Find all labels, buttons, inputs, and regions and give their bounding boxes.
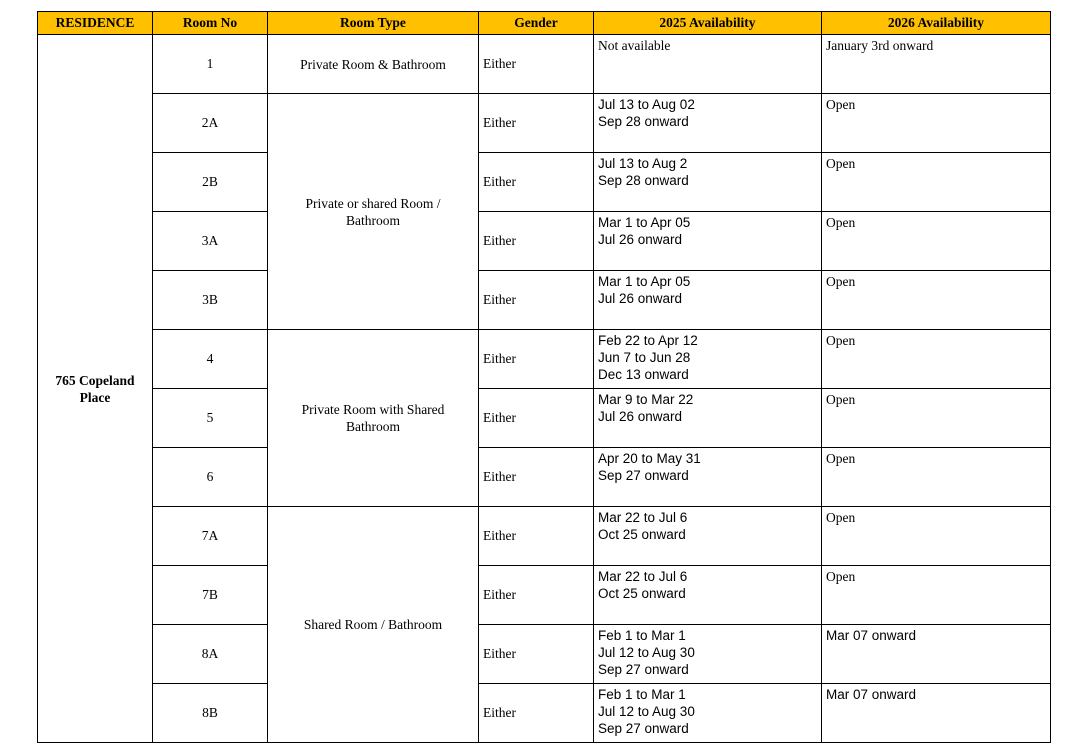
availability-2025-line: Sep 28 onward xyxy=(598,173,689,188)
availability-2026-cell: Open xyxy=(822,507,1051,566)
table-row xyxy=(38,35,1051,94)
availability-2026-cell: Mar 07 onward xyxy=(822,684,1051,743)
room-number: 5 xyxy=(153,389,268,448)
room-number: 7A xyxy=(153,507,268,566)
room-type-line: Private Room & Bathroom xyxy=(300,56,446,72)
availability-2026-cell: Open xyxy=(822,389,1051,448)
table-row xyxy=(38,389,1051,448)
table-row xyxy=(38,153,1051,212)
header-room-type: Room Type xyxy=(268,12,479,35)
availability-2025-cell xyxy=(594,625,822,684)
availability-2025-cell xyxy=(594,153,822,212)
table-row xyxy=(38,94,1051,153)
gender-cell: Either xyxy=(479,271,594,330)
availability-2025-line: Feb 22 to Apr 12 xyxy=(598,333,698,348)
room-number: 8A xyxy=(153,625,268,684)
availability-2025-line: Not available xyxy=(598,38,671,53)
availability-2025-line: Mar 22 to Jul 6 xyxy=(598,510,688,525)
availability-2026-cell: Open xyxy=(822,271,1051,330)
availability-2025-line: Sep 27 onward xyxy=(598,468,689,483)
table-row xyxy=(38,448,1051,507)
availability-2026-cell: Open xyxy=(822,212,1051,271)
availability-2025-line: Sep 27 onward xyxy=(598,662,689,677)
room-type-line: Bathroom xyxy=(346,212,400,228)
room-number: 7B xyxy=(153,566,268,625)
header-room-no: Room No xyxy=(153,12,268,35)
availability-2025-line: Feb 1 to Mar 1 xyxy=(598,687,686,702)
availability-2025-line: Jun 7 to Jun 28 xyxy=(598,350,691,365)
header-2025-availability: 2025 Availability xyxy=(594,12,822,35)
availability-2025-line: Oct 25 onward xyxy=(598,527,686,542)
room-number: 6 xyxy=(153,448,268,507)
availability-2025-line: Jul 13 to Aug 2 xyxy=(598,156,688,171)
availability-2026-cell: January 3rd onward xyxy=(822,35,1051,94)
availability-2025-line: Sep 27 onward xyxy=(598,721,689,736)
gender-cell: Either xyxy=(479,35,594,94)
header-2026-availability: 2026 Availability xyxy=(822,12,1051,35)
gender-cell: Either xyxy=(479,153,594,212)
availability-2025-cell xyxy=(594,35,822,94)
room-number: 3B xyxy=(153,271,268,330)
room-number: 2A xyxy=(153,94,268,153)
gender-cell: Either xyxy=(479,330,594,389)
availability-2025-line: Jul 26 onward xyxy=(598,232,683,247)
availability-2026-cell: Open xyxy=(822,448,1051,507)
room-number: 1 xyxy=(153,35,268,94)
header-gender: Gender xyxy=(479,12,594,35)
room-type-cell xyxy=(268,94,479,330)
table-row xyxy=(38,271,1051,330)
gender-cell: Either xyxy=(479,566,594,625)
availability-2026-cell: Open xyxy=(822,330,1051,389)
availability-2025-cell xyxy=(594,507,822,566)
availability-2025-cell xyxy=(594,566,822,625)
availability-2026-cell: Open xyxy=(822,94,1051,153)
gender-cell: Either xyxy=(479,448,594,507)
room-number: 2B xyxy=(153,153,268,212)
availability-2025-line: Jul 12 to Aug 30 xyxy=(598,645,695,660)
table-row xyxy=(38,212,1051,271)
room-type-line: Shared Room / Bathroom xyxy=(303,617,443,632)
room-type-line: Private or shared Room / xyxy=(305,195,441,211)
availability-2025-line: Mar 1 to Apr 05 xyxy=(598,215,691,230)
gender-cell: Either xyxy=(479,389,594,448)
availability-table xyxy=(37,11,1051,743)
room-type-line: Private Room with Shared xyxy=(301,402,445,417)
room-number: 4 xyxy=(153,330,268,389)
room-type-cell xyxy=(268,35,479,94)
availability-2025-cell xyxy=(594,389,822,448)
availability-2025-cell xyxy=(594,330,822,389)
header-row xyxy=(38,12,1051,35)
availability-2025-line: Jul 26 onward xyxy=(598,291,683,306)
room-type-cell xyxy=(268,507,479,743)
table-row xyxy=(38,566,1051,625)
gender-cell: Either xyxy=(479,507,594,566)
availability-2025-line: Sep 28 onward xyxy=(598,114,689,129)
availability-2025-line: Jul 12 to Aug 30 xyxy=(598,704,695,719)
availability-2025-line: Apr 20 to May 31 xyxy=(598,451,701,466)
availability-2026-cell: Open xyxy=(822,153,1051,212)
availability-2025-line: Feb 1 to Mar 1 xyxy=(598,628,686,643)
room-number: 3A xyxy=(153,212,268,271)
room-number: 8B xyxy=(153,684,268,743)
table-row xyxy=(38,330,1051,389)
availability-2025-line: Dec 13 onward xyxy=(598,367,689,382)
gender-cell: Either xyxy=(479,684,594,743)
availability-2026-cell: Open xyxy=(822,566,1051,625)
table-row xyxy=(38,625,1051,684)
residence-name-line2: Place xyxy=(79,389,111,405)
gender-cell: Either xyxy=(479,212,594,271)
availability-2025-line: Oct 25 onward xyxy=(598,586,686,601)
availability-2025-cell xyxy=(594,212,822,271)
room-type-line: Bathroom xyxy=(346,419,400,434)
table-row xyxy=(38,507,1051,566)
availability-2026-cell: Mar 07 onward xyxy=(822,625,1051,684)
availability-2025-cell xyxy=(594,271,822,330)
availability-2025-line: Mar 1 to Apr 05 xyxy=(598,274,691,289)
room-type-cell xyxy=(268,330,479,507)
availability-2025-cell xyxy=(594,448,822,507)
gender-cell: Either xyxy=(479,625,594,684)
residence-cell xyxy=(38,35,153,743)
header-residence: RESIDENCE xyxy=(38,12,153,35)
residence-name-line1: 765 Copeland xyxy=(55,372,135,388)
availability-2025-line: Jul 13 to Aug 02 xyxy=(598,97,695,112)
availability-2025-line: Mar 9 to Mar 22 xyxy=(598,392,694,407)
availability-2025-cell xyxy=(594,94,822,153)
gender-cell: Either xyxy=(479,94,594,153)
availability-2025-line: Jul 26 onward xyxy=(598,409,683,424)
availability-2025-line: Mar 22 to Jul 6 xyxy=(598,569,688,584)
